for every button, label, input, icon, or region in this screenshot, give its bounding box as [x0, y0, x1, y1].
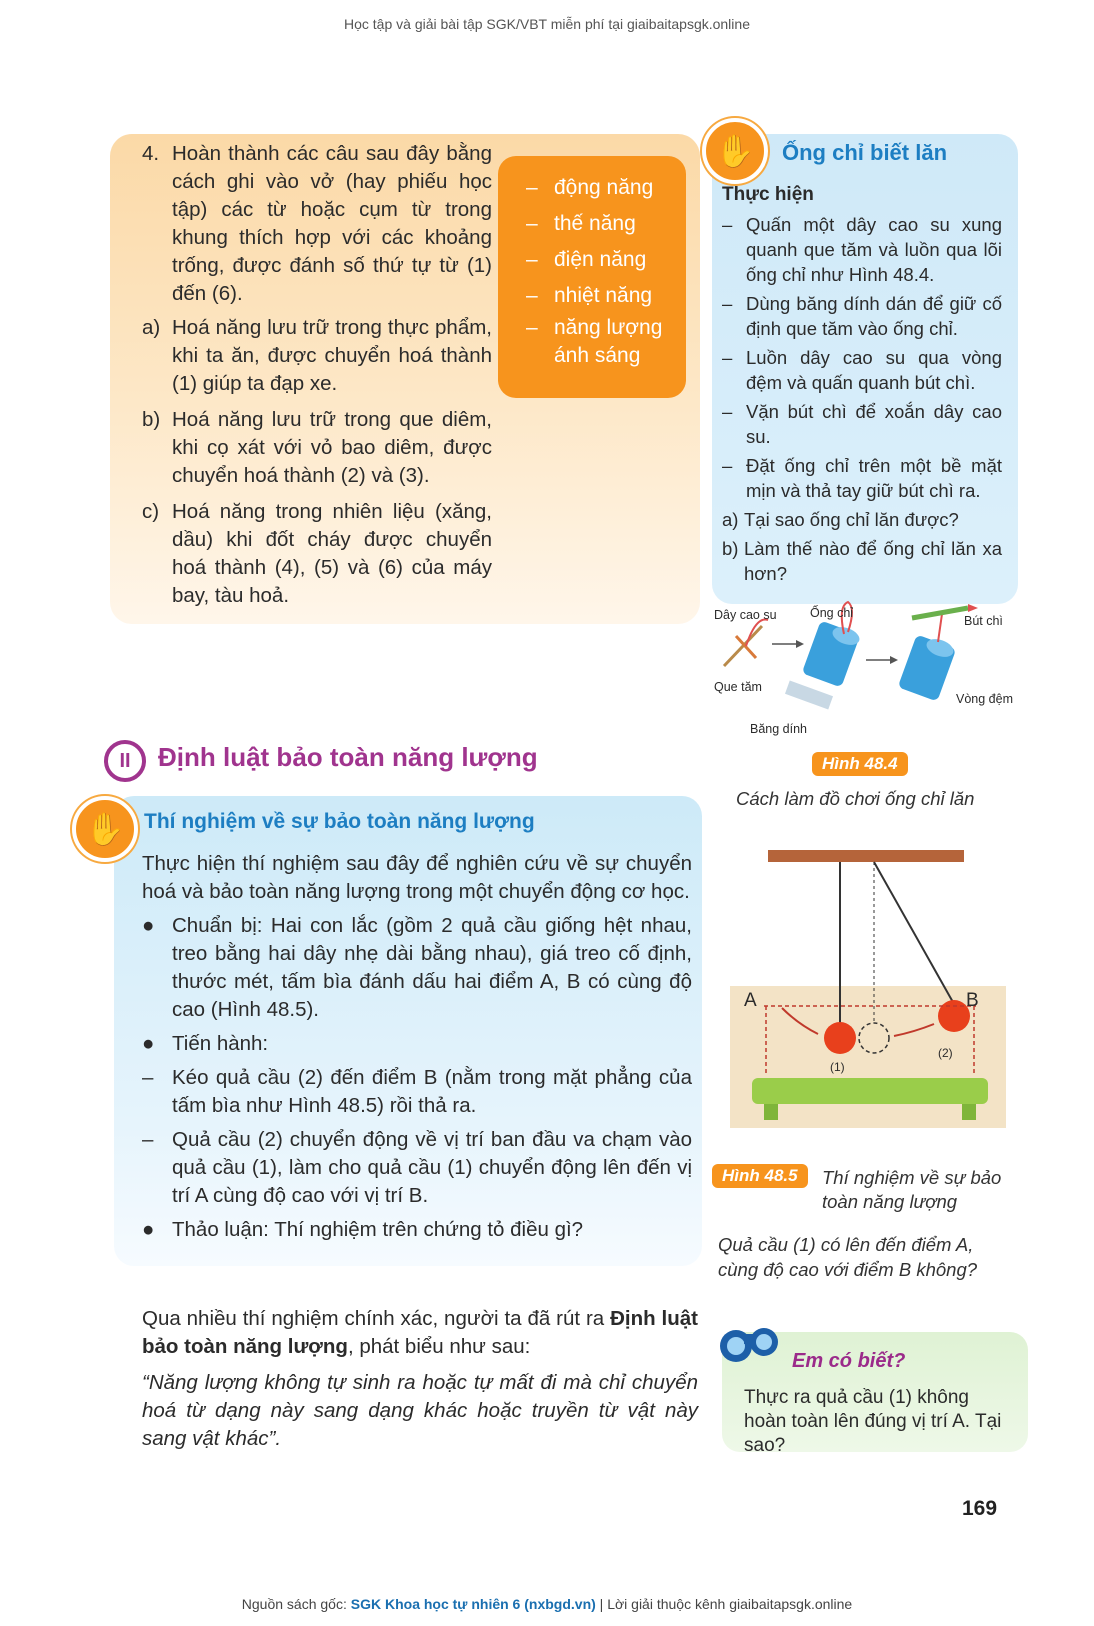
question-4-label: 4. — [142, 142, 160, 165]
bullet-item — [142, 1030, 692, 1058]
page-number: 169 — [962, 1497, 998, 1520]
ball-1 — [824, 1022, 856, 1054]
hand-icon: ✋ — [702, 118, 768, 184]
dash: – — [722, 455, 733, 476]
footer-note — [0, 1596, 1094, 1612]
word-item: – năng lượng ánh sáng — [526, 314, 684, 370]
support-bar — [768, 850, 964, 862]
item-label: b) — [142, 408, 161, 431]
footer-suffix: | Lời giải thuộc kênh giaibaitapsgk.online — [599, 1596, 853, 1612]
experiment-title: Thí nghiệm về sự bảo toàn năng lượng — [144, 810, 535, 833]
step-item — [722, 453, 1002, 503]
figure-48-5-question: Quả cầu (1) có lên đến điểm A, cùng độ cao với điểm B không? — [718, 1234, 978, 1280]
bullet-item — [142, 1216, 692, 1244]
point-b-label: B — [966, 990, 979, 1011]
question-4-intro-text: Hoàn thành các câu sau đây bằng cách ghi vào vở (hay phiếu học tập) các từ hoặc cụm từ trong khung thích hợp với các khoảng trống, được đánh số thứ tự từ (1) đến (6). — [172, 142, 492, 305]
step-text: Quấn một dây cao su xung quanh que tăm và luồn qua lõi ống chỉ như Hình 48.4. — [746, 214, 1002, 285]
word-item: – điện năng — [526, 242, 686, 278]
word-item: – nhiệt năng — [526, 278, 686, 314]
label-pencil: Bút chì — [964, 614, 1003, 628]
q-text: Làm thế nào để ống chỉ lăn xa hơn? — [744, 538, 1002, 584]
item-label: c) — [142, 500, 160, 523]
figure-48-5-tag: Hình 48.5 — [712, 1164, 808, 1188]
bullet: ● — [142, 1032, 155, 1055]
label-tape: Băng dính — [750, 722, 807, 736]
word-item: – thế năng — [526, 206, 686, 242]
proc-text: Tiến hành: — [172, 1032, 269, 1055]
dash: – — [142, 1066, 154, 1089]
dash-item — [142, 1126, 692, 1210]
table-top — [752, 1078, 988, 1104]
label-toothpick: Que tăm — [714, 680, 762, 694]
step-text: Luồn dây cao su qua vòng đệm và quấn quanh bút chì. — [746, 347, 1002, 393]
law-statement — [142, 1305, 698, 1361]
item-text: Hoá năng trong nhiên liệu (xăng, dầu) khi đốt cháy được chuyển hoá thành (4), (5) và (6) của máy bay, tàu hoả. — [172, 500, 492, 607]
word-bank — [498, 156, 686, 398]
header-note: Học tập và giải bài tập SGK/VBT miễn phí tại giaibaitapsgk.online — [344, 16, 750, 32]
dash: – — [142, 1128, 154, 1151]
item-text: Hoá năng lưu trữ trong que diêm, khi cọ xát với vỏ bao diêm, được chuyển hoá thành (2) và (3). — [172, 408, 492, 487]
activity-title: Ống chỉ biết lăn — [782, 140, 948, 165]
step-item — [722, 291, 1002, 341]
step-text: Vặn bút chì để xoắn dây cao su. — [746, 401, 1002, 447]
experiment-body — [142, 850, 692, 1250]
question-item — [722, 536, 1002, 586]
question-4-item-c — [142, 498, 492, 610]
experiment-intro: Thực hiện thí nghiệm sau đây để nghiên cứu về sự chuyển hoá và bảo toàn năng lượng trong một chuyển động cơ học. — [142, 852, 692, 903]
binoculars-icon — [718, 1318, 782, 1368]
q-text: Tại sao ống chỉ lăn được? — [744, 509, 959, 530]
figure-48-4-caption: Cách làm đồ chơi ống chỉ lăn — [736, 788, 975, 809]
hand-icon: ✋ — [72, 796, 138, 862]
dash: – — [722, 347, 733, 368]
bullet: ● — [142, 914, 155, 937]
ball-1-label: (1) — [830, 1060, 845, 1074]
bullet-item — [142, 912, 692, 1024]
question-4-item-a — [142, 314, 492, 398]
label-rubber: Dây cao su — [714, 608, 777, 622]
step-text: Dùng băng dính dán để giữ cố định que tăm vào ống chỉ. — [746, 293, 1002, 339]
law-lead: Qua nhiều thí nghiệm chính xác, người ta đã rút ra — [142, 1307, 605, 1330]
label-spool: Ống chỉ — [810, 606, 854, 620]
prep-text: Chuẩn bị: Hai con lắc (gồm 2 quả cầu giống hệt nhau, treo bằng hai dây nhẹ dài bằng nhau), giá treo cố định, thước mét, tấm bìa đánh dấu hai điểm A, B có cùng độ cao (Hình 48.5). — [172, 914, 692, 1021]
footer-prefix: Nguồn sách gốc: — [241, 1596, 347, 1612]
figure-48-4-tag: Hình 48.4 — [812, 752, 908, 776]
dash: – — [722, 293, 733, 314]
item-label: a) — [142, 316, 161, 339]
section-title: Định luật bảo toàn năng lượng — [158, 742, 538, 772]
dash-item — [142, 1064, 692, 1120]
discuss-text: Thảo luận: Thí nghiệm trên chứng tỏ điều gì? — [172, 1218, 584, 1241]
activity-steps — [722, 212, 1002, 590]
label-washer: Vòng đệm — [956, 692, 1013, 706]
tape-icon — [785, 681, 833, 710]
step-text: Đặt ống chỉ trên một bề mặt mịn và thả tay giữ bút chì ra. — [746, 455, 1002, 501]
dash: – — [722, 401, 733, 422]
step-item — [722, 345, 1002, 395]
step-item — [722, 212, 1002, 287]
item-text: Hoá năng lưu trữ trong thực phẩm, khi ta ăn, được chuyển hoá thành (1) giúp ta đạp xe. — [172, 316, 492, 395]
question-item — [722, 507, 1002, 532]
law-name: Định luật bảo toàn năng lượng — [142, 1307, 698, 1358]
question-4-intro — [142, 140, 492, 308]
point-a-label: A — [744, 990, 757, 1011]
question-4-item-b — [142, 406, 492, 490]
footer-source-link[interactable]: SGK Khoa học tự nhiên 6 (nxbgd.vn) — [350, 1596, 596, 1612]
conservation-law — [142, 1305, 698, 1461]
activity-subtitle: Thực hiện — [722, 184, 814, 205]
ball-2-label: (2) — [938, 1046, 953, 1060]
step-item — [722, 399, 1002, 449]
figure-48-5-caption: Thí nghiệm về sự bảo toàn năng lượng — [822, 1167, 1002, 1212]
bullet: ● — [142, 1218, 155, 1241]
did-you-know-text: Thực ra quả cầu (1) không hoàn toàn lên đúng vị trí A. Tại sao? — [744, 1387, 1002, 1456]
word-item: – động năng — [526, 170, 686, 206]
section-number-badge: II — [104, 740, 146, 782]
q-label: a) — [722, 509, 739, 530]
toothpick-icon — [724, 620, 768, 666]
step-text: Quả cầu (2) chuyển động về vị trí ban đầu va chạm vào quả cầu (1), làm cho quả cầu (1) chuyển động lên đến vị trí A cùng độ cao với vị trí B. — [172, 1128, 692, 1207]
step-text: Kéo quả cầu (2) đến điểm B (nằm trong mặt phẳng của tấm bìa như Hình 48.5) rồi thả ra. — [172, 1066, 692, 1117]
dash: – — [722, 214, 733, 235]
law-tail: , phát biểu như sau: — [347, 1335, 531, 1358]
q-label: b) — [722, 538, 739, 559]
did-you-know-title: Em có biết? — [792, 1350, 906, 1372]
law-quote: “Năng lượng không tự sinh ra hoặc tự mất đi mà chỉ chuyển hoá từ dạng này sang dạng khác hoặc truyền từ vật này sang vật khác”. — [142, 1371, 698, 1450]
